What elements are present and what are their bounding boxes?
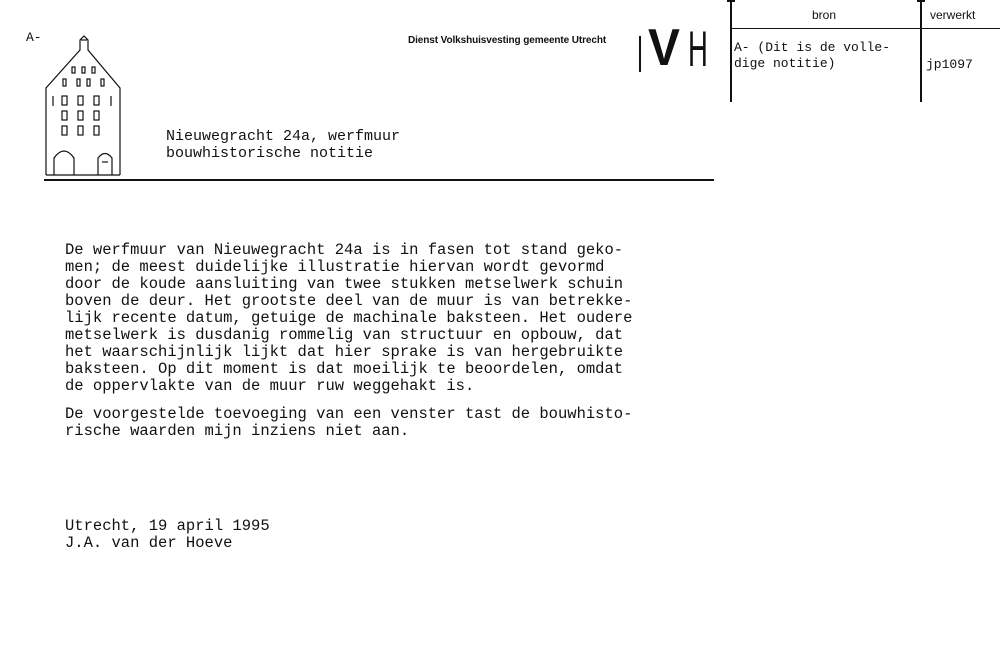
bron-line-1: A- (Dit is de volle- (734, 40, 891, 55)
bron-line-2: dige notitie) (734, 56, 836, 71)
logo-bar (639, 36, 641, 72)
text-line: lijk recente datum, getuige de machinale baksteen. Het oudere (65, 309, 633, 327)
table-tick-mid (917, 0, 925, 2)
text-line: De voorgestelde toevoeging van een venster tast de bouwhisto- (65, 405, 633, 423)
title-line-1: Nieuwegracht 24a, werfmuur (166, 128, 401, 145)
corner-mark: A- (26, 30, 42, 45)
text-line: boven de deur. Het grootste deel van de muur is van betrekke- (65, 292, 633, 310)
text-line: de oppervlakte van de muur ruw weggehakt is. (65, 377, 475, 395)
department-name: Dienst Volkshuisvesting gemeente Utrecht (408, 35, 607, 46)
header-divider (44, 179, 714, 181)
text-line: het waarschijnlijk lijkt dat hier sprake is van hergebruikte (65, 343, 624, 361)
bron-note (734, 40, 890, 72)
column-header-verwerkt: verwerkt (930, 8, 976, 22)
place-date: Utrecht, 19 april 1995 (65, 517, 270, 535)
logo-letter-v: V (648, 19, 680, 77)
text-line: men; de meest duidelijke illustratie hiervan wordt gevormd (65, 258, 605, 276)
table-header-rule (730, 28, 1000, 29)
logo-letter-h: H (688, 21, 708, 77)
text-line: metselwerk is dusdanig rommelig van structuur en opbouw, dat (65, 326, 624, 344)
text-line: rische waarden mijn inziens niet aan. (65, 422, 410, 440)
body-paragraph-1 (65, 242, 690, 395)
column-header-bron: bron (812, 8, 837, 22)
canal-house-icon (44, 32, 126, 181)
table-left-border (730, 0, 732, 102)
table-tick-left (727, 0, 735, 2)
text-line: De werfmuur van Nieuwegracht 24a is in fasen tot stand geko- (65, 241, 624, 259)
text-line: baksteen. Op dit moment is dat moeilijk te beoordelen, omdat (65, 360, 624, 378)
table-col-divider (920, 0, 922, 102)
title-line-2: bouwhistorische notitie (166, 145, 374, 162)
text-line: door de koude aansluiting van twee stukken metselwerk schuin (65, 275, 624, 293)
document-title (166, 128, 400, 162)
author-name: J.A. van der Hoeve (65, 534, 233, 552)
verwerkt-value: jp1097 (926, 57, 973, 72)
body-paragraph-2 (65, 406, 690, 440)
